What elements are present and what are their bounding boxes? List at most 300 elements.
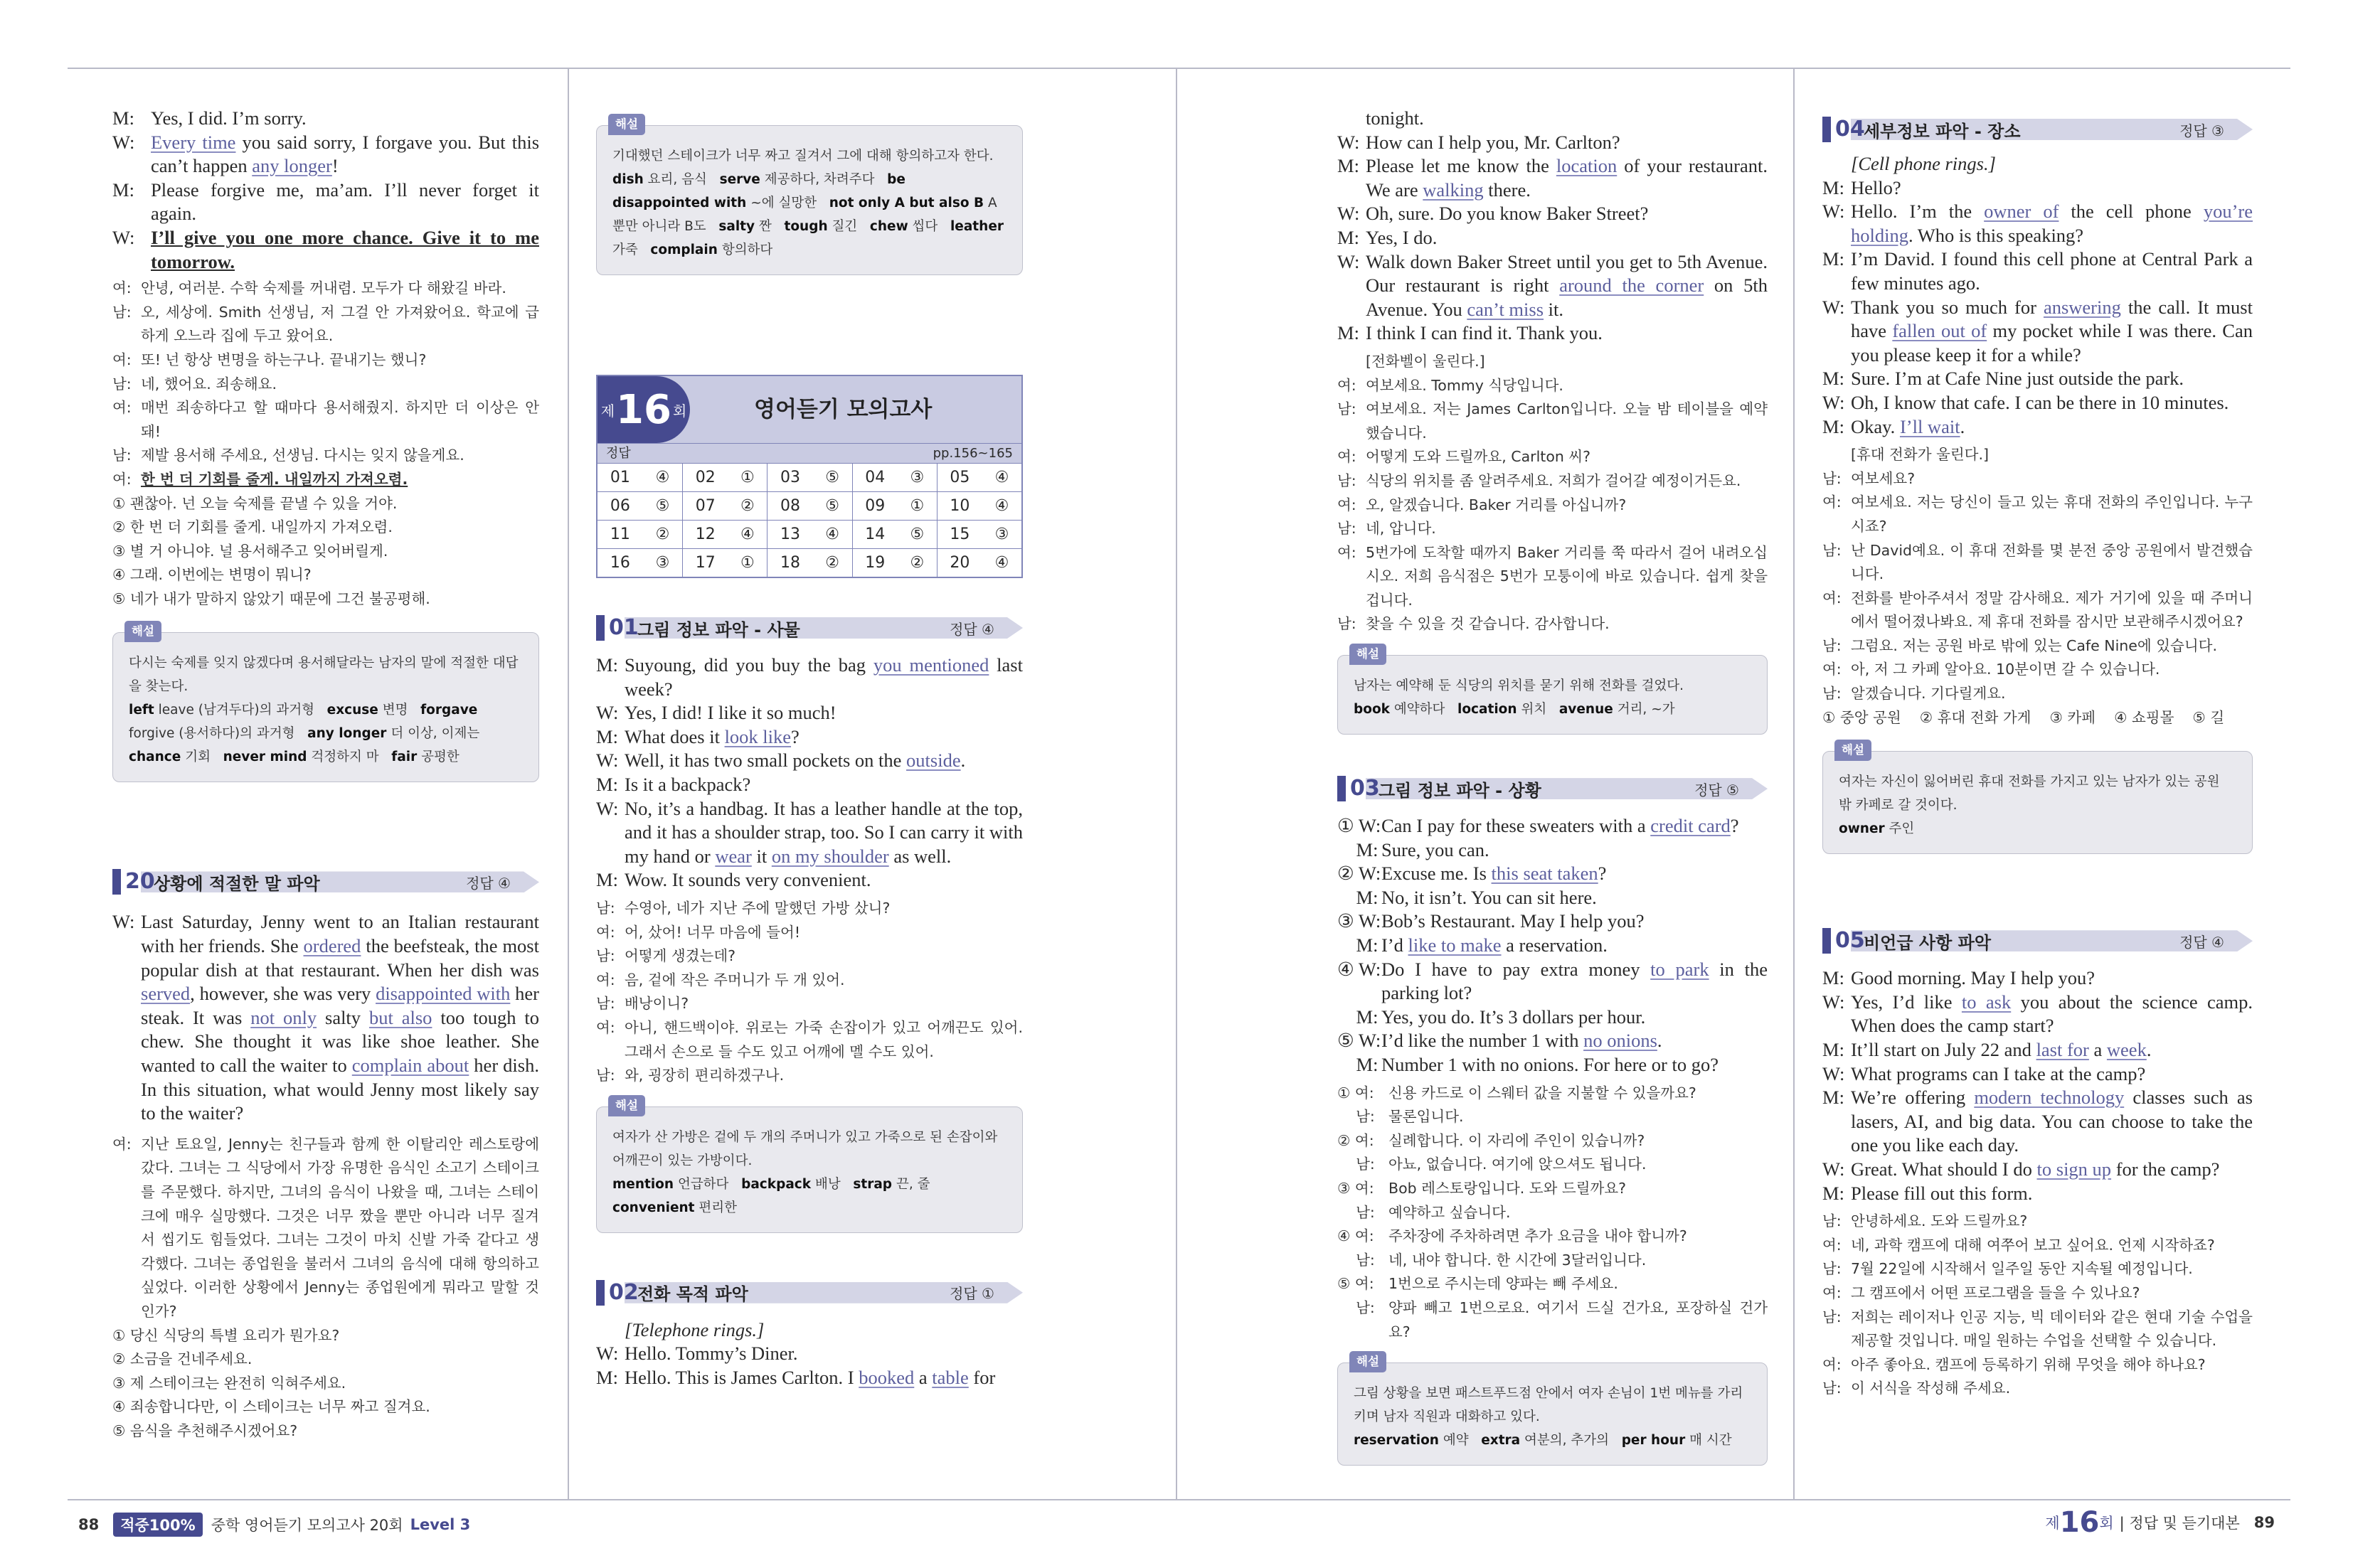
- answer-cell: [682, 520, 767, 548]
- speaker: 여:: [1822, 1236, 1842, 1254]
- answer-cell: [937, 491, 1021, 520]
- answer-choice: ②: [825, 554, 839, 572]
- dialog-line: [1337, 910, 1768, 934]
- line-text: 안녕하세요. 도와 드릴까요?: [1851, 1212, 2028, 1230]
- vocabulary-list: mention 언급하다 backpack 배낭 strap 끈, 줄 convenient 편리한: [612, 1176, 939, 1215]
- question-number: 04: [865, 469, 886, 486]
- option-item: ① 당신 식당의 특별 요리가 뭔가요?: [112, 1326, 340, 1344]
- speaker: W:: [112, 911, 135, 933]
- footer-left: [78, 1510, 470, 1539]
- dialog-line: [112, 348, 539, 373]
- explanation-03: [1337, 1355, 1768, 1466]
- line-text: 주차장에 주차하려면 추가 요금을 내야 합니까?: [1388, 1227, 1687, 1245]
- speaker: ④ 여:: [1337, 1227, 1374, 1245]
- answer-choice: ⑤: [655, 497, 670, 515]
- dialog-line: [1822, 367, 2253, 391]
- options-20: [112, 1324, 539, 1444]
- test-title: 영어듣기 모의고사: [754, 397, 933, 422]
- answer-choice: ②: [655, 526, 670, 543]
- answer-choice: ④: [994, 554, 1009, 572]
- line-text: Walk down Baker Street until you get to 5th Avenue. Our restaurant is right around the corner on 5th Avenue. You can’t miss it.: [1366, 250, 1768, 320]
- speaker: [1822, 152, 1851, 176]
- line-text: Do I have to pay extra money to park in the parking lot?: [1381, 958, 1768, 1004]
- speaker: [1822, 443, 1851, 467]
- answer-cell: [682, 548, 767, 577]
- explanation-text: 그림 상황을 보면 패스트푸드점 안에서 여자 손님이 1번 메뉴를 가리키며 남자 직원과 대화하고 있다.: [1354, 1386, 1743, 1425]
- dialog-line: [596, 773, 1023, 797]
- line-text: 또! 넌 항상 변명을 하는구나. 끝내기는 했니?: [141, 351, 427, 368]
- vocabulary-list: owner 주인: [1839, 821, 1915, 837]
- explanation-19: [112, 624, 539, 782]
- line-text: 알겠습니다. 기다릴게요.: [1851, 685, 2006, 703]
- dialog-line: [1822, 1257, 2253, 1281]
- speaker: M:: [1337, 886, 1379, 908]
- answer-choice: ⑤: [825, 497, 839, 515]
- dialog-line: [1337, 838, 1768, 863]
- vocabulary-list: left leave (남겨두다)의 과거형 excuse 변명 forgave forgive (용서하다)의 과거형 any longer 더 이상, 이제는 chance 기회 never mind 걱정하지 마 fair 공평한: [129, 703, 488, 765]
- test-je: 제: [600, 402, 615, 420]
- section-answer: 정답 ④: [950, 620, 994, 638]
- options-19: [112, 492, 539, 612]
- explanation-text: 다시는 숙제를 잊지 않겠다며 용서해달라는 남자의 말에 적절한 대답을 찾는다.: [129, 656, 519, 695]
- speaker: ⑤ W:: [1337, 1030, 1381, 1052]
- section-03-header: [1337, 773, 1768, 804]
- speaker: W:: [596, 702, 619, 724]
- speaker: 여:: [1822, 661, 1842, 678]
- line-text: I’m David. I found this cell phone at Central Park a few minutes ago.: [1851, 248, 2253, 294]
- dialog-line: [1337, 1272, 1768, 1296]
- line-text: 이 서식을 작성해 주세요.: [1851, 1380, 2011, 1397]
- question-number: 19: [865, 554, 886, 572]
- answer-cell: [852, 491, 937, 520]
- dialog-line: [1337, 934, 1768, 958]
- question-number: 13: [780, 526, 800, 543]
- line-text: What programs can I take at the camp?: [1851, 1062, 2146, 1084]
- dialog-line: [1822, 391, 2253, 415]
- line-text: Can I pay for these sweaters with a credit card?: [1381, 815, 1739, 837]
- speaker: 남:: [596, 1067, 615, 1084]
- line-text: Wow. It sounds very convenient.: [625, 869, 871, 891]
- answer-choice: ③: [994, 526, 1009, 543]
- option-item: ⑤ 네가 내가 말하지 않았기 때문에 그건 불공평해.: [112, 590, 430, 607]
- speaker: 여:: [112, 279, 132, 297]
- dialog-line: [596, 992, 1023, 1016]
- speaker: M:: [1822, 248, 1844, 270]
- dialog-04: [1822, 152, 2253, 439]
- line-text: 여보세요. Tommy 식당입니다.: [1366, 376, 1563, 394]
- dialog-line: [1337, 1249, 1768, 1273]
- dialog-line: [1822, 247, 2253, 295]
- section-title: 세부정보 파악 - 장소: [1864, 121, 2021, 142]
- dialog-line: [1337, 1177, 1768, 1201]
- speaker: 남:: [1822, 685, 1842, 703]
- dialog-line: [1337, 862, 1768, 886]
- translation-03: [1337, 1082, 1768, 1345]
- line-text: Every time you said sorry, I forgave you. But this can’t happen any longer!: [151, 131, 540, 177]
- question-number: 16: [610, 554, 630, 572]
- page-number-left: 88: [78, 1516, 100, 1533]
- dialog-01: [596, 654, 1023, 892]
- answer-choice: ①: [910, 497, 925, 515]
- speaker: W:: [596, 750, 619, 772]
- dialog-line: [112, 373, 539, 397]
- explanation-tag: 해설: [1349, 1351, 1386, 1372]
- line-text: 양파 빼고 1번으로요. 여기서 드실 건가요, 포장하실 건가요?: [1388, 1298, 1768, 1340]
- speaker: W:: [596, 797, 619, 819]
- explanation-tag: 해설: [1834, 740, 1871, 761]
- explanation-text: 여자가 산 가방은 겉에 두 개의 주머니가 있고 가죽으로 된 손잡이와 어깨끈이 있는 가방이다.: [612, 1129, 998, 1168]
- line-text: Hello?: [1851, 176, 1901, 198]
- answer-cell: [937, 520, 1021, 548]
- answer-cell: [597, 463, 682, 491]
- speaker: M:: [1337, 934, 1379, 956]
- question-number: 20: [950, 554, 970, 572]
- divider-center: [1176, 68, 1177, 1499]
- speaker: 남:: [112, 447, 132, 464]
- dialog-line: [1822, 1210, 2253, 1234]
- answer-choice: ①: [740, 554, 755, 572]
- speaker: 남:: [1822, 1308, 1842, 1326]
- dialog-line: [1337, 202, 1768, 226]
- line-text: Yes, I’d like to ask you about the science camp. When does the camp start?: [1851, 991, 2253, 1037]
- dialog-line: [1337, 374, 1768, 398]
- section-02-header: [596, 1277, 1023, 1308]
- line-text: It’ll start on July 22 and last for a week.: [1851, 1039, 2152, 1061]
- speaker: 여:: [112, 1135, 132, 1153]
- line-text: 난 David예요. 이 휴대 전화를 몇 분전 중앙 공원에서 발견했습니다.: [1851, 541, 2253, 583]
- dialog-line: [596, 797, 1023, 869]
- dialog-line: [1822, 443, 2253, 467]
- brand-badge: 적중100%: [113, 1513, 202, 1537]
- speaker: 여:: [596, 923, 615, 941]
- section-title: 그림 정보 파악 - 상황: [1379, 780, 1541, 801]
- speaker: 여:: [1337, 496, 1356, 513]
- dialog-line: [1337, 1105, 1768, 1129]
- dialog-line: [112, 444, 539, 468]
- question-number: 05: [950, 469, 970, 486]
- speaker: 남:: [1337, 1156, 1375, 1173]
- speaker: ② W:: [1337, 863, 1381, 885]
- dialog-line: [112, 396, 539, 444]
- section-answer: 정답 ⑤: [1694, 781, 1739, 799]
- answer-cell: [937, 548, 1021, 577]
- explanation-text: 기대했던 스테이크가 너무 짜고 질겨서 그에 대해 항의하고자 한다.: [612, 149, 994, 164]
- footer-test-number: 16: [2059, 1506, 2100, 1539]
- section-number: 03: [1337, 776, 1366, 801]
- column-2: [596, 107, 1023, 1390]
- line-text: Bob 레스토랑입니다. 도와 드릴까요?: [1388, 1179, 1627, 1197]
- speaker: 남:: [1822, 1380, 1842, 1397]
- dialog-line: [1822, 1038, 2253, 1062]
- line-text: 신용 카드로 이 스웨터 값을 지불할 수 있을까요?: [1388, 1084, 1696, 1102]
- speaker: M:: [1822, 1087, 1844, 1109]
- answer-pages: pp.156~165: [933, 446, 1013, 461]
- line-text: 아니, 핸드백이야. 위로는 가죽 손잡이가 있고 어깨끈도 있어. 그래서 손으로 들 수도 있고 어깨에 멜 수도 있어.: [625, 1018, 1023, 1060]
- dialog-line: [1822, 539, 2253, 587]
- line-text: I’d like the number 1 with no onions.: [1381, 1030, 1662, 1052]
- question-number: 18: [780, 554, 800, 572]
- dialog-line: [1822, 467, 2253, 491]
- question-number: 02: [695, 469, 716, 486]
- line-text: 찾을 수 있을 것 같습니다. 감사합니다.: [1366, 615, 1610, 633]
- dialog-line: [1337, 1053, 1768, 1077]
- speaker: W:: [1822, 991, 1845, 1013]
- speaker: M:: [1337, 838, 1379, 860]
- line-text: Please let me know the location of your restaurant. We are walking there.: [1366, 155, 1768, 201]
- speaker: W:: [1822, 201, 1845, 223]
- line-text: Suyoung, did you buy the bag you mentioned last week?: [625, 654, 1023, 700]
- dialog-line: [112, 178, 539, 226]
- line-text: 실례합니다. 이 자리에 주인이 있습니까?: [1388, 1131, 1645, 1149]
- speaker: ⑤ 여:: [1337, 1275, 1374, 1293]
- answer-cell: [682, 491, 767, 520]
- answer-choice: ④: [994, 497, 1009, 515]
- explanation-tag: 해설: [608, 1095, 645, 1116]
- section-answer: 정답 ③: [2179, 122, 2224, 139]
- speaker: 남:: [1337, 520, 1356, 538]
- speaker: 여:: [1822, 1284, 1842, 1301]
- dialog-line: [1822, 1234, 2253, 1258]
- explanation-tag: 해설: [124, 621, 161, 642]
- line-text: Sure, you can.: [1381, 838, 1489, 860]
- test-number-badge: [597, 376, 690, 443]
- dialog-line: [1337, 321, 1768, 346]
- option-item: ④ 죄송합니다만, 이 스테이크는 너무 짜고 질겨요.: [112, 1398, 430, 1416]
- speaker: W:: [1822, 1062, 1845, 1084]
- dialog-line: [1337, 250, 1768, 322]
- line-text: [Telephone rings.]: [625, 1318, 765, 1340]
- speaker: 여:: [112, 351, 132, 368]
- question-number: 06: [610, 497, 630, 515]
- dialog-line: [596, 1318, 1023, 1343]
- dialog-line: [1337, 1225, 1768, 1249]
- question-number: 12: [695, 526, 716, 543]
- line-text: 7월 22일에 시작해서 일주일 동안 지속될 예정입니다.: [1851, 1260, 2193, 1278]
- speaker: 남:: [1337, 400, 1356, 418]
- line-text: 전화를 받아주셔서 정말 감사해요. 제가 거기에 있을 때 주머니에서 떨어졌나봐요. 제 휴대 전화를 잠시만 보관해주시겠어요?: [1851, 589, 2253, 631]
- vocabulary-list: reservation 예약 extra 여분의, 추가의 per hour 매 시간: [1354, 1433, 1732, 1449]
- dialog-line: [112, 910, 539, 1125]
- explanation-01: [596, 1098, 1023, 1233]
- line-text: 안녕, 여러분. 수학 숙제를 꺼내렴. 모두가 다 해왔길 바라.: [141, 279, 506, 297]
- line-text: What does it look like?: [625, 725, 800, 747]
- explanation-tag: 해설: [608, 114, 645, 135]
- test-hoe: 회: [672, 402, 687, 420]
- speaker: M:: [112, 178, 134, 201]
- line-text: Yes, I did. I’m sorry.: [151, 107, 307, 129]
- line-text: How can I help you, Mr. Carlton?: [1366, 131, 1620, 153]
- answer-choice: ④: [740, 526, 755, 543]
- dialog-line: [1822, 1086, 2253, 1158]
- test-number: 16: [616, 386, 671, 433]
- section-04-header: [1822, 114, 2253, 145]
- section-title: 상황에 적절한 말 파악: [154, 873, 320, 894]
- column-3: [1337, 107, 1768, 1466]
- line-text: Bob’s Restaurant. May I help you?: [1381, 910, 1645, 932]
- answer-cell: [767, 491, 851, 520]
- speaker: M:: [1822, 1039, 1844, 1061]
- answer-label-bar: [597, 443, 1021, 463]
- line-text: 배낭이니?: [625, 995, 689, 1013]
- section-number: 20: [112, 869, 141, 895]
- line-text: 제발 용서해 주세요, 선생님. 다시는 잊지 않을게요.: [141, 447, 464, 464]
- speaker: M:: [1822, 368, 1844, 390]
- line-text: 5번가에 도착할 때까지 Baker 거리를 쭉 따라서 걸어 내려오십시오. 저희 음식점은 5번가 모퉁이에 바로 있습니다. 쉽게 찾을 겁니다.: [1366, 543, 1768, 609]
- line-text: Yes, you do. It’s 3 dollars per hour.: [1381, 1006, 1646, 1028]
- footer-section-title: | 정답 및 듣기대본: [2119, 1515, 2240, 1532]
- line-text: Oh, I know that cafe. I can be there in 10 minutes.: [1851, 391, 2229, 413]
- speaker: [1337, 107, 1366, 131]
- speaker: 남:: [1822, 1212, 1842, 1230]
- line-text: Hello. This is James Carlton. I booked a table for: [625, 1366, 996, 1388]
- line-text: 음, 겉에 작은 주머니가 두 개 있어.: [625, 971, 845, 988]
- test-answer-box: [596, 375, 1023, 578]
- dialog-line: [1337, 1029, 1768, 1053]
- explanation-tag: 해설: [1349, 644, 1386, 665]
- speaker: ④ W:: [1337, 958, 1381, 980]
- speaker: 남:: [1822, 469, 1842, 487]
- speaker: 남:: [1337, 615, 1356, 633]
- column-1: [112, 107, 539, 1444]
- dialog-03: [1337, 814, 1768, 1077]
- speaker: 여:: [1822, 589, 1842, 607]
- dialog-line: [1822, 658, 2253, 682]
- speaker: 여:: [596, 971, 615, 988]
- line-text: 그 캠프에서 어떤 프로그램을 들을 수 있나요?: [1851, 1284, 2140, 1301]
- question-number: 08: [780, 497, 800, 515]
- dialog-line: [1822, 296, 2253, 368]
- line-text: Hello. I’m the owner of the cell phone you’re holding. Who is this speaking?: [1851, 201, 2253, 246]
- speaker: W:: [596, 1343, 619, 1365]
- dialog-line: [1337, 541, 1768, 613]
- dialog-line: [1822, 634, 2253, 658]
- line-text: Hello. Tommy’s Diner.: [625, 1343, 798, 1365]
- level-label: Level 3: [410, 1516, 471, 1533]
- dialog-line: [112, 226, 539, 274]
- dialog-line: [1822, 1306, 2253, 1353]
- dialog-line: [1337, 154, 1768, 202]
- answer-cell: [682, 463, 767, 491]
- dialog-line: [1337, 1153, 1768, 1177]
- speaker: 여:: [1822, 1355, 1842, 1373]
- vocabulary-list: dish 요리, 음식 serve 제공하다, 차려주다 be disappointed with ~에 실망한 not only A but also B A뿐만 아니라 B도 salty 짠 tough 질긴 chew 씹다 leather 가죽 complain 항의하다: [612, 172, 1004, 257]
- speaker: M:: [596, 725, 618, 747]
- line-text: I’d like to make a reservation.: [1381, 934, 1608, 956]
- dialog-line: [596, 1016, 1023, 1064]
- speaker: M:: [1337, 322, 1359, 344]
- section-number: 04: [1822, 117, 1851, 142]
- footer-right: [2045, 1505, 2275, 1540]
- line-text: Well, it has two small pockets on the outside.: [625, 750, 966, 772]
- explanation-20: [596, 117, 1023, 275]
- line-text: 매번 죄송하다고 할 때마다 용서해줬지. 하지만 더 이상은 안 돼!: [141, 399, 539, 440]
- speaker: 남:: [1337, 1108, 1375, 1126]
- dialog-line: [1822, 200, 2253, 247]
- dialog-line: [1822, 1377, 2253, 1401]
- answer-grid: [597, 463, 1021, 577]
- dialog-line: [1822, 682, 2253, 706]
- answer-label: 정답: [606, 446, 631, 461]
- dialog-line: [1822, 415, 2253, 439]
- dialog-line: [1337, 494, 1768, 518]
- line-text: 지난 토요일, Jenny는 친구들과 함께 한 이탈리안 레스토랑에 갔다. 그녀는 그 식당에서 가장 유명한 음식인 소고기 스테이크를 주문했다. 하지만, 그녀의 음식이 나왔을 때, 그녀는 스테이크에 매우 실망했다. 그것은 너무 짰을 뿐만 아니라 너무 질겨서 씹기도 힘들었다. 그녀는 그것이 마치 신발 가죽 같다고 생각했다. 그녀는 종업원을 불러서 그녀의 음식에 대해 항의하고 싶었다. 이러한 상황에서 Jenny는 종업원에게 뭐라고 말할 것인가?: [141, 1135, 539, 1320]
- line-text: 어, 샀어! 너무 마음에 들어!: [625, 923, 801, 941]
- speaker: W:: [1822, 1158, 1845, 1180]
- dialog-line: [1337, 469, 1768, 494]
- section-title: 그림 정보 파악 - 사물: [637, 619, 800, 640]
- speaker: M:: [1822, 967, 1844, 989]
- dialog-line: [1337, 445, 1768, 469]
- line-text: 여보세요?: [1851, 469, 1916, 487]
- explanation-04: [1822, 743, 2253, 854]
- speaker: ② 여:: [1337, 1131, 1374, 1149]
- speaker: W:: [1337, 131, 1360, 153]
- translation-02: [1337, 350, 1768, 636]
- dialog-02-cont: [1337, 107, 1768, 346]
- option-item: ② 한 번 더 기회를 줄게. 내일까지 가져오렴.: [112, 518, 393, 536]
- line-text: Excuse me. Is this seat taken?: [1381, 863, 1607, 885]
- section-number: 02: [596, 1280, 625, 1306]
- question-number: 07: [695, 497, 716, 515]
- answer-choice: ③: [910, 469, 925, 486]
- dialog-line: [112, 1133, 539, 1324]
- column-4: [1822, 107, 2253, 1401]
- dialog-line: [1337, 398, 1768, 445]
- line-text: I’ll give you one more chance. Give it to me tomorrow.: [151, 226, 539, 272]
- dialog-line: [1337, 1296, 1768, 1344]
- answer-choice: ①: [740, 469, 755, 486]
- line-text: 네, 했어요. 죄송해요.: [141, 375, 277, 393]
- answer-choice: ③: [655, 554, 670, 572]
- dialog-05: [1822, 966, 2253, 1205]
- translation-04: [1822, 443, 2253, 706]
- option-item: ③ 제 스테이크는 완전히 익혀주세요.: [112, 1374, 346, 1392]
- translation-19-end: [112, 277, 539, 491]
- line-text: We’re offering modern technology classes such as lasers, AI, and big data. You can choose to take the one you like each day.: [1851, 1087, 2253, 1156]
- speaker: 남:: [1337, 1251, 1375, 1269]
- dialog-line: [1337, 131, 1768, 155]
- translation-01: [596, 897, 1023, 1088]
- line-text: [휴대 전화가 울린다.]: [1851, 446, 1989, 464]
- dialog-line: [112, 277, 539, 301]
- dialog-line: [1822, 991, 2253, 1038]
- line-text: 어떻게 도와 드릴까요, Carlton 씨?: [1366, 448, 1591, 466]
- speaker: W:: [1822, 296, 1845, 318]
- line-text: 오, 세상에. Smith 선생님, 저 그걸 안 가져왔어요. 학교에 급하게 오느라 집에 두고 왔어요.: [141, 303, 539, 345]
- speaker: 여:: [596, 1018, 615, 1036]
- speaker: [596, 1318, 625, 1343]
- line-text: 물론입니다.: [1388, 1108, 1464, 1126]
- speaker: 여:: [1337, 376, 1356, 394]
- dialog-20: [112, 910, 539, 1125]
- answer-choice: ④: [655, 469, 670, 486]
- dialog-line: [1337, 226, 1768, 250]
- line-text: 어떻게 생겼는데?: [625, 947, 736, 965]
- line-text: Great. What should I do to sign up for the camp?: [1851, 1158, 2220, 1180]
- answer-cell: [597, 491, 682, 520]
- answer-choice: ④: [825, 526, 839, 543]
- line-text: 예약하고 싶습니다.: [1388, 1203, 1511, 1221]
- footer-je: 제: [2045, 1515, 2060, 1532]
- speaker: W:: [1822, 391, 1845, 413]
- speaker: 남:: [596, 899, 615, 917]
- line-text: No, it’s a handbag. It has a leather handle at the top, and it has a shoulder strap, too. So I can carry it with my hand or wear it on my shoulder as well.: [625, 797, 1023, 867]
- speaker: 남:: [1337, 471, 1356, 489]
- test-title-bar: [597, 376, 1021, 443]
- speaker: 남:: [1337, 1298, 1375, 1316]
- dialog-line: [1822, 966, 2253, 991]
- dialog-line: [1822, 1182, 2253, 1206]
